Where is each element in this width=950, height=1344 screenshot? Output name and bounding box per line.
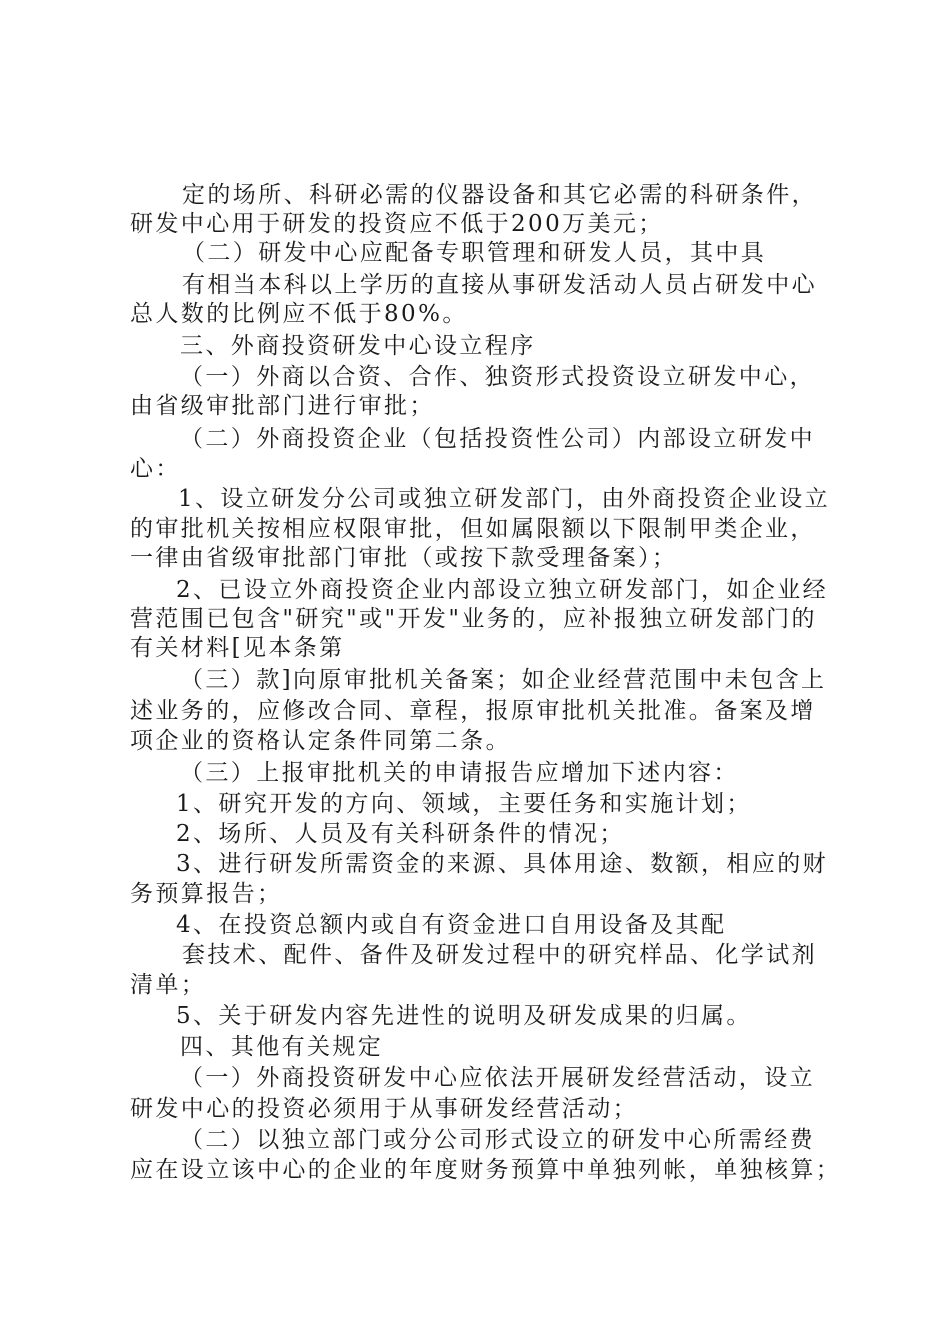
text-line: 应在设立该中心的企业的年度财务预算中单独列帐，单独核算；	[130, 1157, 842, 1183]
text-line: （一）外商投资研发中心应依法开展研发经营活动，设立	[180, 1065, 815, 1091]
text-line: 研发中心的投资必须用于从事研发经营活动；	[130, 1096, 638, 1122]
text-line: （二）研发中心应配备专职管理和研发人员，其中具	[182, 240, 767, 266]
text-line: 述业务的，应修改合同、章程，报原审批机关批准。备案及增	[130, 698, 816, 724]
text-line: （三）款]向原审批机关备案；如企业经营范围中未包含上	[180, 667, 827, 693]
text-line: 2、场所、人员及有关科研条件的情况；	[176, 821, 625, 847]
text-line: 1、设立研发分公司或独立研发部门，由外商投资企业设立	[178, 486, 831, 512]
text-line: 3、进行研发所需资金的来源、具体用途、数额，相应的财	[176, 851, 829, 877]
text-line: （一）外商以合资、合作、独资形式投资设立研发中心，	[180, 364, 815, 390]
text-line: 研发中心用于研发的投资应不低于200万美元；	[130, 211, 664, 237]
text-line: 定的场所、科研必需的仪器设备和其它必需的科研条件，	[182, 182, 817, 208]
section-heading: 三、外商投资研发中心设立程序	[180, 333, 536, 359]
section-heading: 四、其他有关规定	[180, 1034, 384, 1060]
text-line: 有相当本科以上学历的直接从事研发活动人员占研发中心	[182, 272, 817, 298]
text-line: 营范围已包含"研究"或"开发"业务的，应补报独立研发部门的	[130, 606, 817, 632]
text-line: （三）上报审批机关的申请报告应增加下述内容：	[180, 760, 739, 786]
text-line: 项企业的资格认定条件同第二条。	[130, 728, 511, 754]
text-line: 清单；	[130, 972, 207, 998]
text-line: 2、已设立外商投资企业内部设立独立研发部门，如企业经	[176, 577, 829, 603]
text-line: 心：	[130, 456, 181, 482]
text-line: （二）外商投资企业（包括投资性公司）内部设立研发中	[180, 426, 815, 452]
text-line: 有关材料[见本条第	[130, 635, 345, 661]
text-line: 由省级审批部门进行审批；	[130, 393, 435, 419]
text-line: 总人数的比例应不低于80%。	[130, 301, 468, 327]
text-line: （二）以独立部门或分公司形式设立的研发中心所需经费	[180, 1127, 815, 1153]
text-line: 5、关于研发内容先进性的说明及研发成果的归属。	[176, 1003, 752, 1029]
text-line: 套技术、配件、备件及研发过程中的研究样品、化学试剂	[182, 942, 817, 968]
text-line: 1、研究开发的方向、领域，主要任务和实施计划；	[176, 791, 752, 817]
text-line: 4、在投资总额内或自有资金进口自用设备及其配	[176, 912, 727, 938]
text-line: 务预算报告；	[130, 881, 283, 907]
text-line: 的审批机关按相应权限审批，但如属限额以下限制甲类企业，	[130, 516, 816, 542]
text-line: 一律由省级审批部门审批（或按下款受理备案）；	[130, 545, 678, 571]
